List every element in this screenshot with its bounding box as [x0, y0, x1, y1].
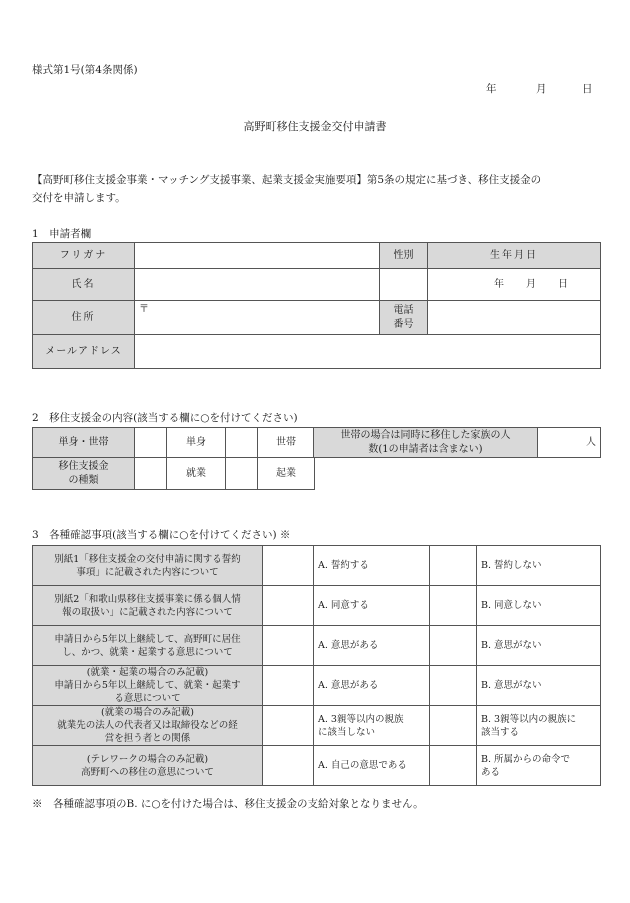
row-2-b1: B. 同意しない	[481, 600, 542, 611]
household-checkbox-cell[interactable]	[226, 428, 258, 458]
confirmation-question	[33, 586, 263, 626]
option-b-checkbox-cell[interactable]	[430, 666, 477, 706]
gender-label: 性別	[380, 243, 428, 269]
row-5-q2: 就業先の法人の代表者又は取締役などの経	[57, 720, 238, 731]
row-4-a1: A. 意思がある	[318, 680, 379, 691]
option-a-label	[314, 666, 430, 706]
option-a-label	[314, 706, 430, 746]
family-count-label	[314, 428, 538, 458]
form-number: 様式第1号(第4条関係)	[32, 64, 138, 76]
option-a-checkbox-cell[interactable]	[263, 626, 314, 666]
furigana-field[interactable]	[135, 243, 380, 269]
option-a-checkbox-cell[interactable]	[263, 746, 314, 786]
option-b-label	[477, 586, 601, 626]
row-5-b1: B. 3親等以内の親族に	[481, 713, 577, 725]
employment-checkbox-cell[interactable]	[135, 458, 167, 490]
confirmation-question	[33, 546, 263, 586]
row-2-q1: 別紙2「和歌山県移住支援事業に係る個人情	[54, 593, 241, 605]
option-a-checkbox-cell[interactable]	[263, 586, 314, 626]
row-3-q1: 申請日から5年以上継続して、高野町に居住	[54, 633, 241, 645]
row-1-q2: 事項」に記載された内容について	[76, 566, 219, 578]
birthdate-label: 生年月日	[428, 243, 601, 269]
row-1-q1: 別紙1「移住支援金の交付申請に関する誓約	[54, 553, 241, 565]
option-b-checkbox-cell[interactable]	[430, 586, 477, 626]
name-field[interactable]	[135, 269, 380, 301]
row-4-q1: (就業・起業の場合のみ記載)	[86, 667, 209, 678]
confirmation-question	[33, 666, 263, 706]
intro-line-1: 【高野町移住支援金事業・マッチング支援事業、起業支援金実施要項】第5条の規定に基づき、移住支援金の	[32, 174, 542, 186]
family-count-field[interactable]	[538, 428, 601, 458]
document-title: 高野町移住支援金交付申請書	[243, 120, 387, 133]
row-6-q2: 高野町への移住の意思について	[81, 766, 214, 778]
row-2-a1: A. 同意する	[318, 600, 369, 611]
support-content-table-right	[313, 427, 601, 458]
address-label: 住所	[33, 301, 135, 335]
row-2-q2: 報の取扱い」に記載された内容について	[62, 606, 233, 618]
family-note-line-2: 数(1の申請者は含まない)	[368, 443, 483, 455]
single-label: 単身	[167, 428, 226, 458]
row-1-b1: B. 誓約しない	[481, 560, 542, 571]
row-4-q3: る意思について	[114, 693, 181, 704]
option-b-label	[477, 626, 601, 666]
confirmation-row	[33, 746, 601, 786]
startup-checkbox-cell[interactable]	[226, 458, 258, 490]
support-type-line-1: 移住支援金	[58, 460, 109, 472]
email-field[interactable]	[135, 335, 601, 369]
confirmation-question	[33, 706, 263, 746]
section2-heading: 2 移住支援金の内容(該当する欄に○を付けてください)	[32, 412, 298, 424]
support-type-line-2: の種類	[68, 474, 99, 486]
date-day-label: 日	[582, 83, 593, 95]
option-a-checkbox-cell[interactable]	[263, 666, 314, 706]
postal-mark: 〒	[139, 304, 149, 315]
option-b-checkbox-cell[interactable]	[430, 626, 477, 666]
option-b-label	[477, 746, 601, 786]
option-a-label	[314, 586, 430, 626]
option-b-checkbox-cell[interactable]	[430, 706, 477, 746]
row-5-q3: 営を担う者との関係	[104, 733, 191, 744]
option-b-checkbox-cell[interactable]	[430, 746, 477, 786]
row-3-q2: し、かつ、就業・起業する意思について	[62, 646, 233, 658]
startup-label: 起業	[258, 458, 315, 490]
option-b-label	[477, 666, 601, 706]
confirmation-row	[33, 666, 601, 706]
section3-heading: 3 各種確認事項(該当する欄に○を付けてください) ※	[32, 529, 291, 541]
confirmation-footnote: ※ 各種確認事項のB. に○を付けた場合は、移住支援金の支給対象となりません。	[32, 798, 424, 810]
row-6-b1: B. 所属からの命令で	[481, 753, 571, 765]
family-note-line-1: 世帯の場合は同時に移住した家族の人	[340, 429, 511, 441]
row-6-a1: A. 自己の意思である	[318, 760, 407, 771]
phone-field[interactable]	[428, 301, 601, 335]
support-type-label	[33, 458, 135, 490]
row-4-b1: B. 意思がない	[481, 680, 542, 691]
row-3-b1: B. 意思がない	[481, 640, 542, 651]
row-6-b1b: ある	[481, 766, 501, 778]
applicant-table	[32, 242, 601, 369]
row-1-a1: A. 誓約する	[318, 560, 369, 571]
row-4-q2: 申請日から5年以上継続して、就業・起業す	[54, 680, 241, 691]
option-a-checkbox-cell[interactable]	[263, 706, 314, 746]
confirmation-question	[33, 626, 263, 666]
confirmation-row	[33, 586, 601, 626]
employment-label: 就業	[167, 458, 226, 490]
birth-year-label: 年	[494, 278, 504, 290]
option-a-checkbox-cell[interactable]	[263, 546, 314, 586]
confirmation-row	[33, 546, 601, 586]
household-type-label: 単身・世帯	[33, 428, 135, 458]
household-label: 世帯	[258, 428, 315, 458]
confirmation-table	[32, 545, 601, 786]
date-month-label: 月	[536, 83, 547, 95]
birth-day-label: 日	[558, 278, 568, 290]
row-5-q1: (就業の場合のみ記載)	[101, 707, 194, 718]
row-5-a1: A. 3親等以内の親族	[318, 713, 404, 725]
birthdate-field[interactable]	[428, 269, 601, 301]
option-a-label	[314, 546, 430, 586]
persons-unit: 人	[586, 436, 596, 448]
intro-line-2: 交付を申請します。	[32, 192, 126, 204]
row-5-b1b: 該当する	[481, 726, 520, 738]
row-3-a1: A. 意思がある	[318, 640, 379, 651]
furigana-label: フリガナ	[33, 243, 135, 269]
date-year-label: 年	[486, 83, 497, 95]
phone-label	[380, 301, 428, 335]
address-field[interactable]	[135, 301, 380, 335]
option-a-label	[314, 746, 430, 786]
phone-label-line-1: 電話	[393, 304, 414, 316]
support-content-table-left	[32, 427, 315, 490]
row-5-a1b: に該当しない	[318, 726, 376, 738]
single-checkbox-cell[interactable]	[135, 428, 167, 458]
gender-field[interactable]	[380, 269, 428, 301]
option-b-label	[477, 706, 601, 746]
email-label: メールアドレス	[33, 335, 135, 369]
birth-month-label: 月	[526, 278, 536, 290]
confirmation-row	[33, 706, 601, 746]
confirmation-question	[33, 746, 263, 786]
row-6-q1: (テレワークの場合のみ記載)	[86, 753, 209, 765]
option-b-checkbox-cell[interactable]	[430, 546, 477, 586]
option-a-label	[314, 626, 430, 666]
phone-label-line-2: 番号	[393, 318, 414, 330]
option-b-label	[477, 546, 601, 586]
name-label: 氏名	[33, 269, 135, 301]
confirmation-row	[33, 626, 601, 666]
section1-heading: 1 申請者欄	[32, 228, 92, 240]
